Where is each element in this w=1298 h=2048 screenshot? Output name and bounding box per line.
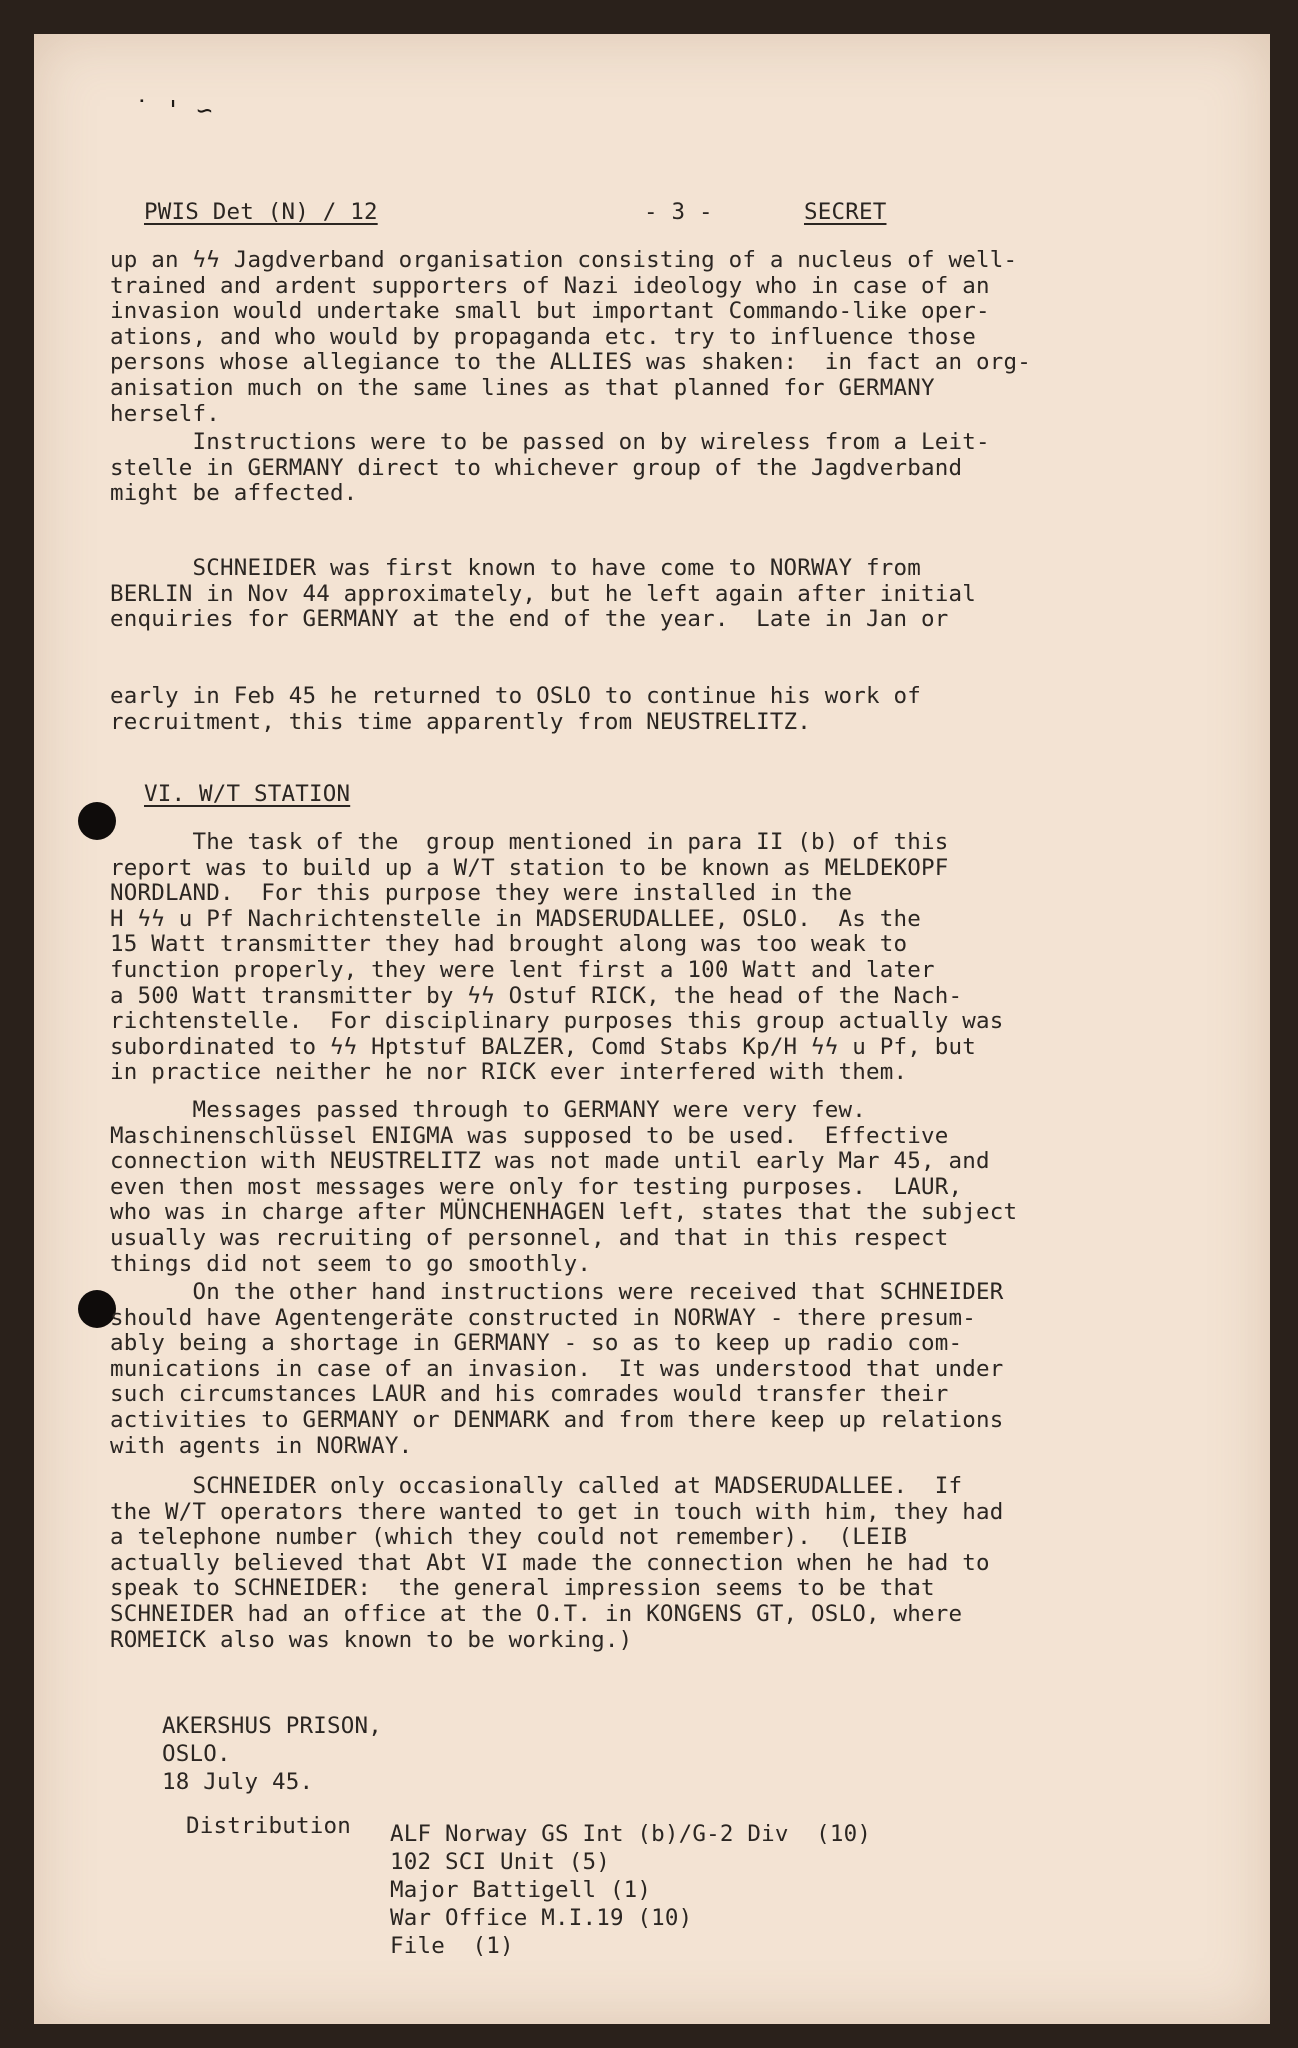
text-line: enquiries for GERMANY at the end of the year. Late in Jan or [110, 606, 949, 633]
header-classification: SECRET [804, 199, 887, 225]
sign-off-line: 18 July 45. [162, 1769, 314, 1795]
distribution-item: File (1) [390, 1933, 514, 1959]
text-line: ably being a shortage in GERMANY - so as to keep up radio com- [110, 1330, 963, 1357]
text-line: ations, and who would by propaganda etc. try to influence those [110, 323, 977, 350]
text-line: function properly, they were lent first a 100 Watt and later [110, 957, 935, 983]
text-line: a telephone number (which they could not remember). (LEIB [110, 1524, 908, 1551]
text-line: herself. [110, 400, 220, 427]
text-line: anisation much on the same lines as that planned for GERMANY [110, 375, 935, 401]
text-line: trained and ardent supporters of Nazi ideology who in case of an [110, 272, 990, 299]
text-line: richtenstelle. For disciplinary purposes this group actually was [110, 1008, 1004, 1035]
section-title: VI. W/T STATION [144, 781, 351, 807]
text-line: H ϟϟ u Pf Nachrichtenstelle in MADSERUDALLEE, OSLO. As the [110, 905, 922, 932]
document-page [34, 34, 1270, 2024]
distribution-item: ALF Norway GS Int (b)/G-2 Div (10) [390, 1821, 872, 1847]
text-line: connection with NEUSTRELITZ was not made until early Mar 45, and [110, 1148, 990, 1175]
text-line: such circumstances LAUR and his comrades would transfer their [110, 1381, 949, 1408]
text-line: stelle in GERMANY direct to whichever group of the Jagdverband [110, 454, 963, 481]
text-line: actually believed that Abt VI made the connection when he had to [110, 1549, 990, 1576]
text-line: the W/T operators there wanted to get in touch with him, they had [110, 1498, 1004, 1525]
text-line: speak to SCHNEIDER: the general impression seems to be that [110, 1575, 935, 1602]
text-line: Maschinenschlüssel ENIGMA was supposed to be used. Effective [110, 1122, 949, 1149]
text-line: SCHNEIDER only occasionally called at MADSERUDALLEE. If [110, 1473, 963, 1499]
text-line: ROMEICK also was known to be working.) [110, 1626, 633, 1653]
text-line: Instructions were to be passed on by wireless from a Leit- [110, 429, 990, 455]
text-line: early in Feb 45 he returned to OSLO to continue his work of [110, 683, 922, 709]
text-line: The task of the group mentioned in para II (b) of this [110, 829, 949, 855]
pencil-mark-icon: ˙ ' ∽ [134, 96, 213, 126]
text-line: a 500 Watt transmitter by ϟϟ Ostuf RICK, the head of the Nach- [110, 982, 963, 1009]
header-page-number: - 3 - [644, 199, 713, 225]
text-line: invasion would undertake small but important Commando-like oper- [110, 298, 990, 325]
distribution-item: War Office M.I.19 (10) [390, 1905, 693, 1931]
text-line: in practice neither he nor RICK ever interfered with them. [110, 1059, 908, 1086]
distribution-item: 102 SCI Unit (5) [390, 1849, 610, 1875]
text-line: SCHNEIDER had an office at the O.T. in KONGENS GT, OSLO, where [110, 1601, 963, 1627]
text-line: even then most messages were only for testing purposes. LAUR, [110, 1173, 963, 1200]
text-line: persons whose allegiance to the ALLIES was shaken: in fact an org- [110, 349, 1031, 376]
text-line: who was in charge after MÜNCHENHAGEN left, states that the subject [110, 1199, 1018, 1226]
text-line: SCHNEIDER was first known to have come to NORWAY from [110, 555, 922, 581]
text-line: recruitment, this time apparently from NEUSTRELITZ. [110, 708, 812, 735]
text-line: munications in case of an invasion. It was understood that under [110, 1355, 1004, 1382]
sign-off-line: AKERSHUS PRISON, [162, 1713, 382, 1739]
text-line: up an ϟϟ Jagdverband organisation consisting of a nucleus of well- [110, 247, 1018, 273]
text-line: NORDLAND. For this purpose they were installed in the [110, 880, 853, 907]
text-line: Messages passed through to GERMANY were very few. [110, 1097, 867, 1123]
header-ref: PWIS Det (N) / 12 [144, 199, 378, 225]
text-line: On the other hand instructions were received that SCHNEIDER [110, 1279, 1004, 1305]
text-line: with agents in NORWAY. [110, 1432, 413, 1459]
text-line: things did not seem to go smoothly. [110, 1250, 592, 1277]
distribution-label: Distribution [186, 1813, 351, 1839]
text-line: report was to build up a W/T station to be known as MELDEKOPF [110, 854, 949, 881]
text-line: 15 Watt transmitter they had brought along was too weak to [110, 931, 908, 958]
text-line: activities to GERMANY or DENMARK and from there keep up relations [110, 1407, 1004, 1433]
text-line: subordinated to ϟϟ Hptstuf BALZER, Comd Stabs Kp/H ϟϟ u Pf, but [110, 1033, 977, 1060]
distribution-item: Major Battigell (1) [390, 1877, 652, 1903]
text-line: might be affected. [110, 480, 358, 507]
text-line: usually was recruiting of personnel, and that in this respect [110, 1225, 949, 1251]
sign-off-line: OSLO. [162, 1741, 231, 1767]
text-line: should have Agentengeräte constructed in NORWAY - there presum- [110, 1304, 977, 1331]
text-line: BERLIN in Nov 44 approximately, but he left again after initial [110, 580, 977, 607]
